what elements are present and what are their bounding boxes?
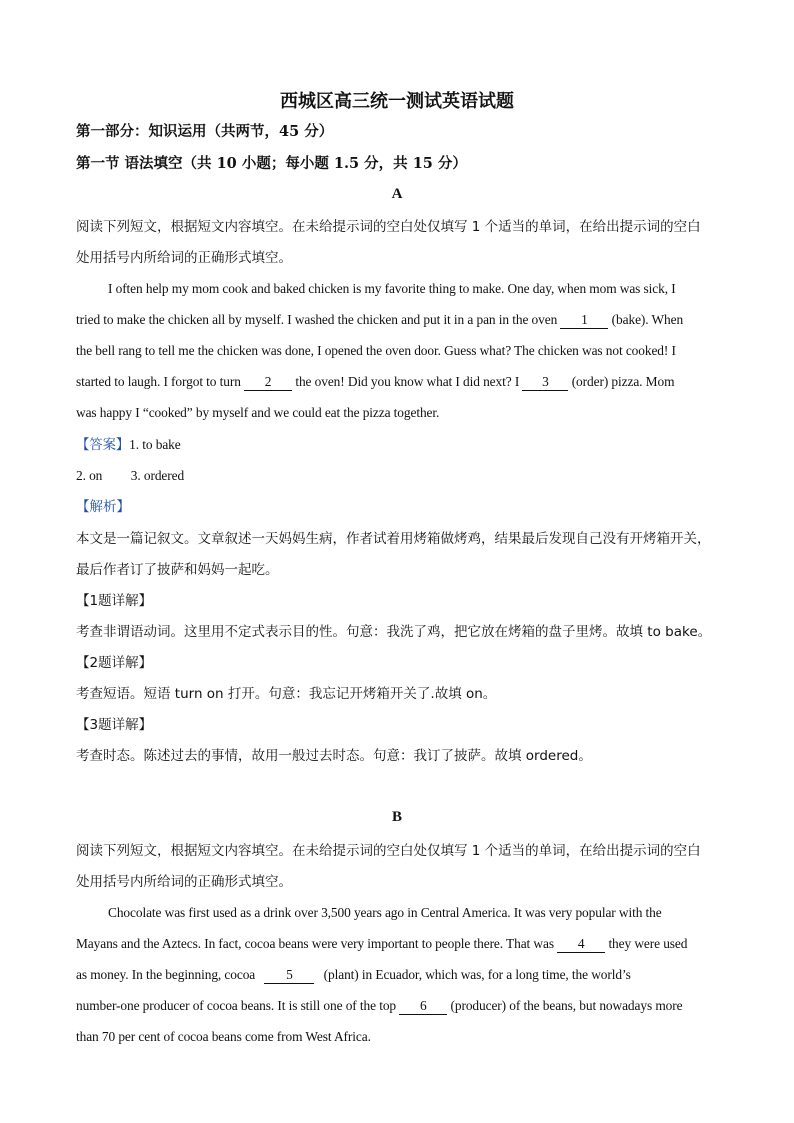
passage-a-line-4-start: started to laugh. I forgot to turn [76, 374, 241, 389]
analysis-tag: 【解析】 [76, 499, 130, 515]
blank-2: 2 [244, 374, 292, 391]
analysis-summary-1: 本文是一篇记叙文。文章叙述一天妈妈生病，作者试着用烤箱做烤鸡，结果最后发现自己没有开烤箱开关， [76, 531, 711, 547]
answer-line-2 [76, 466, 728, 486]
question-2-tag: 【2题详解】 [76, 655, 153, 671]
passage-a-line-4-end: (order) pizza. Mom [571, 374, 675, 389]
passage-b-line-2-start: Mayans and the Aztecs. In fact, cocoa beans were very important to people there. That was [76, 936, 554, 951]
question-2-detail: 考查短语。短语 turn on 打开。句意：我忘记开烤箱开关了.故填 on。 [76, 686, 497, 702]
answer-line-1 [76, 435, 728, 456]
passage-a-line-4-mid: the oven! Did you know what I did next? I [295, 374, 520, 389]
passage-b-line-2 [76, 934, 728, 954]
passage-a-line-5: was happy I “cooked” by myself and we could eat the pizza together. [76, 405, 440, 420]
question-1-detail: 考查非谓语动词。这里用不定式表示目的性。句意：我洗了鸡，把它放在烤箱的盘子里烤。故填 to bake。 [76, 624, 712, 640]
passage-b-line-4 [76, 996, 728, 1016]
passage-b-instruction-1: 阅读下列短文，根据短文内容填空。在未给提示词的空白处仅填写 1 个适当的单词，在给出提示词的空白 [76, 843, 701, 859]
passage-a-line-1: I often help my mom cook and baked chicken is my favorite thing to make. One day, when mom was sick, I [108, 281, 676, 296]
blank-3: 3 [522, 374, 568, 391]
blank-4: 4 [557, 936, 605, 953]
passage-a-line-2-start: tried to make the chicken all by myself. I washed the chicken and put it in a pan in the oven [76, 312, 558, 327]
passage-a-line-3: the bell rang to tell me the chicken was done, I opened the oven door. Guess what? The chicken was not cooked! I [76, 343, 676, 358]
question-3-tag: 【3题详解】 [76, 717, 153, 733]
blank-6: 6 [399, 998, 447, 1015]
passage-b-line-2-end: they were used [608, 936, 688, 951]
passage-b-line-3-end: (plant) in Ecuador, which was, for a long time, the world’s [323, 967, 631, 982]
passage-a-instruction-2: 处用括号内所给词的正确形式填空。 [76, 250, 292, 266]
analysis-summary-2: 最后作者订了披萨和妈妈一起吃。 [76, 562, 279, 578]
passage-a-line-2 [76, 310, 728, 330]
passage-b-line-1: Chocolate was first used as a drink over 3,500 years ago in Central America. It was very popular with the [108, 905, 662, 920]
passage-b-line-4-start: number-one producer of cocoa beans. It is still one of the top [76, 998, 397, 1013]
part-heading: 第一部分：知识运用（共两节，45 分） [76, 123, 334, 140]
answer-2: 2. on [76, 468, 103, 483]
question-1-tag: 【1题详解】 [76, 593, 153, 609]
passage-b-line-5: than 70 per cent of cocoa beans come from West Africa. [76, 1029, 371, 1044]
passage-b-instruction-2: 处用括号内所给词的正确形式填空。 [76, 874, 292, 890]
answer-1: 1. to bake [129, 437, 181, 452]
passage-a-line-4 [76, 372, 728, 392]
passage-b-line-4-end: (producer) of the beans, but nowadays more [450, 998, 683, 1013]
question-3-detail: 考查时态。陈述过去的事情，故用一般过去时态。句意：我订了披萨。故填 ordered。 [76, 748, 592, 764]
blank-5: 5 [264, 967, 314, 984]
section-heading: 第一节 语法填空（共 10 小题；每小题 1.5 分，共 15 分） [76, 155, 467, 172]
passage-b-letter: B [391, 809, 402, 825]
answer-3: 3. ordered [130, 468, 185, 483]
passage-a-letter: A [391, 186, 403, 202]
passage-b-line-3 [76, 965, 728, 985]
answer-tag: 【答案】 [76, 438, 130, 453]
page-title: 西城区高三统一测试英语试题 [280, 91, 514, 112]
passage-a-instruction-1: 阅读下列短文，根据短文内容填空。在未给提示词的空白处仅填写 1 个适当的单词，在给出提示词的空白 [76, 219, 701, 235]
passage-a-line-2-end: (bake). When [611, 312, 684, 327]
passage-b-line-3-start: as money. In the beginning, cocoa [76, 967, 256, 982]
blank-1: 1 [560, 312, 608, 329]
